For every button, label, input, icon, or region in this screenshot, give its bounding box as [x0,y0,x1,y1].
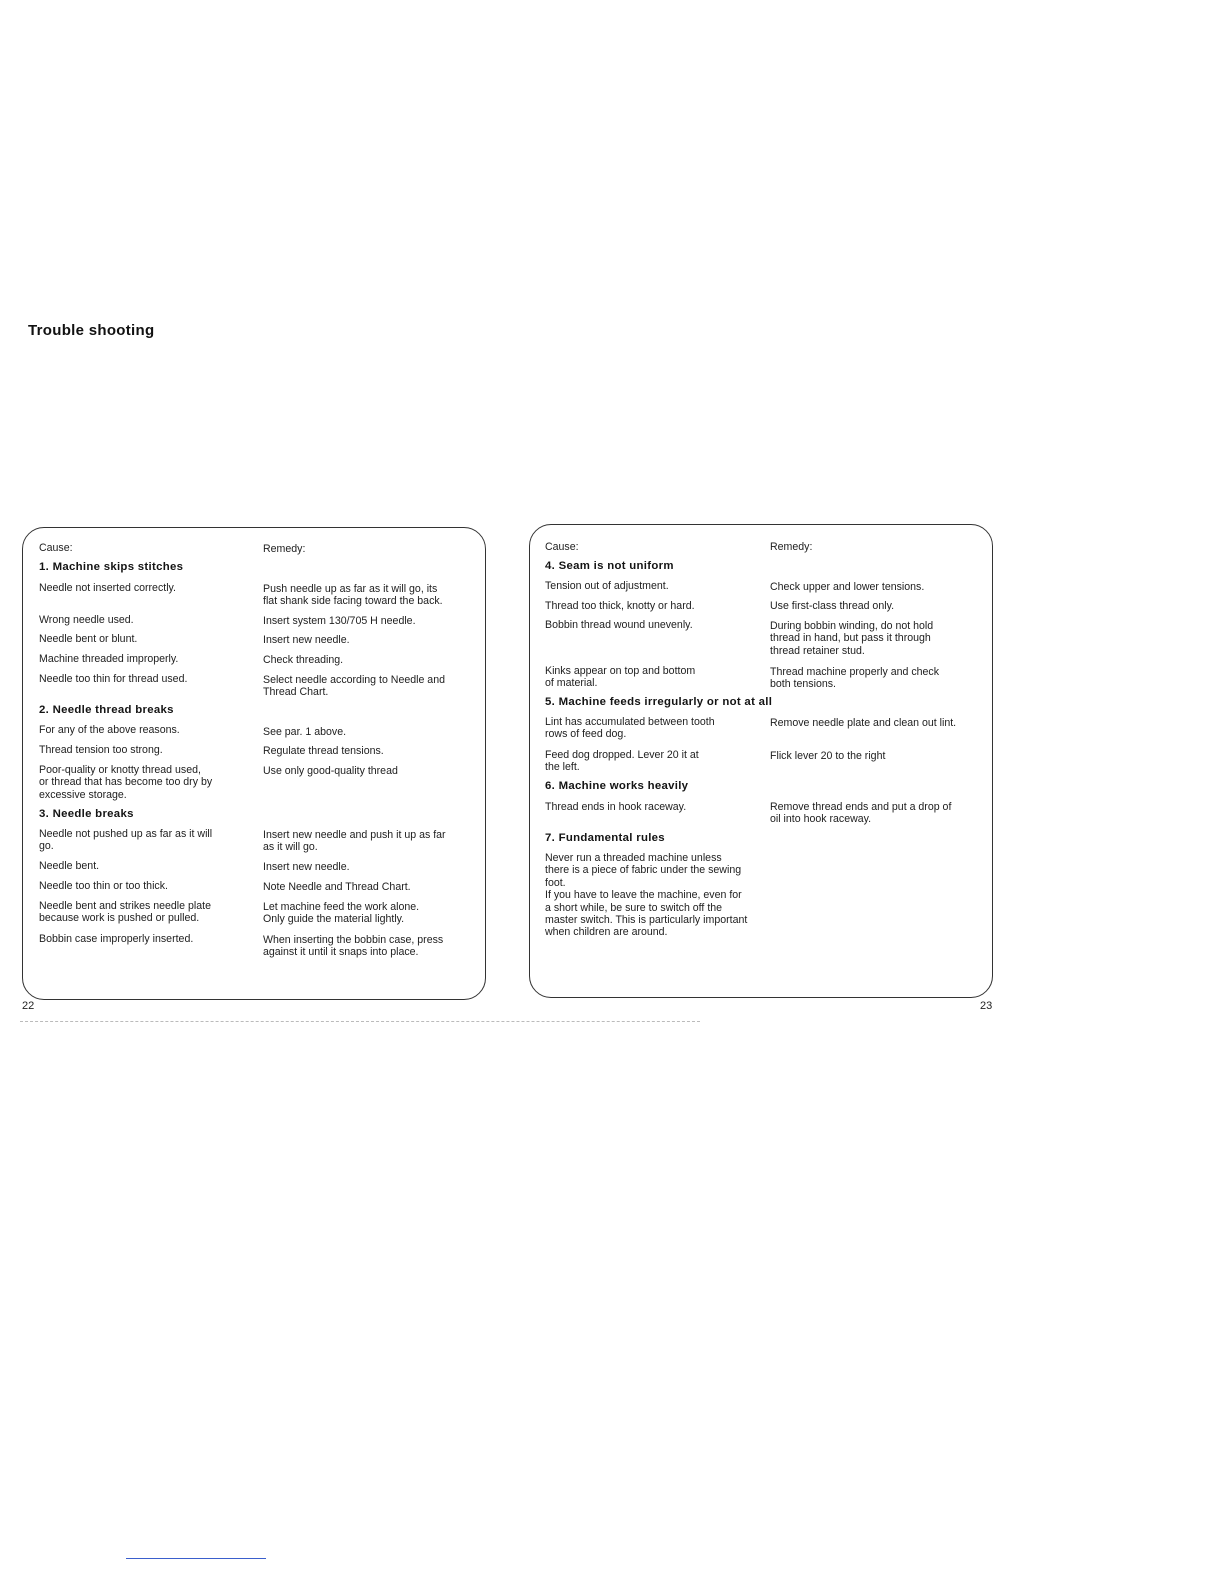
cause-header: Cause: [39,542,73,554]
remedy-text: Check upper and lower tensions. [770,581,925,593]
remedy-text: During bobbin winding, do not hold thread in hand, but pass it through thread retainer stud. [770,620,934,657]
page-number-left: 22 [22,1000,35,1012]
footer-rule [126,1558,266,1559]
cause-text: Thread ends in hook raceway. [545,801,687,813]
section-title: 6. Machine works heavily [545,780,689,792]
cause-text: Machine threaded improperly. [39,653,179,665]
remedy-text: Check threading. [263,654,344,666]
cause-text: Needle not inserted correctly. [39,582,176,594]
remedy-text: See par. 1 above. [263,726,347,738]
cause-text: Needle too thin for thread used. [39,673,188,685]
remedy-text: Insert new needle and push it up as far as it will go. [263,829,446,854]
section-title: 1. Machine skips stitches [39,561,184,573]
cause-text: Needle too thin or too thick. [39,880,168,892]
cause-text: Kinks appear on top and bottom of material. [545,665,696,690]
cause-text: Tension out of adjustment. [545,580,669,592]
remedy-text: Let machine feed the work alone. Only guide the material lightly. [263,901,420,926]
cause-text: Needle bent or blunt. [39,633,138,645]
remedy-text: Push needle up as far as it will go, its flat shank side facing toward the back. [263,583,443,608]
page-number-right: 23 [980,1000,993,1012]
cause-text: Bobbin case improperly inserted. [39,933,194,945]
cause-text: Lint has accumulated between tooth rows of feed dog. [545,716,715,741]
remedy-text: Note Needle and Thread Chart. [263,881,411,893]
remedy-text: Use first-class thread only. [770,600,895,612]
cause-text: Bobbin thread wound unevenly. [545,619,693,631]
remedy-text: When inserting the bobbin case, press against it until it snaps into place. [263,934,444,959]
remedy-text: Insert new needle. [263,634,350,646]
section-title: 4. Seam is not uniform [545,560,674,572]
section-title: 2. Needle thread breaks [39,704,174,716]
section-title: 7. Fundamental rules [545,832,665,844]
cause-text: Poor-quality or knotty thread used, or thread that has become too dry by excessive storage. [39,764,213,801]
section-title: 5. Machine feeds irregularly or not at all [545,696,773,708]
cause-text: Needle bent and strikes needle plate because work is pushed or pulled. [39,900,211,925]
remedy-header: Remedy: [263,543,306,555]
section-title: 3. Needle breaks [39,808,134,820]
cause-text: Needle bent. [39,860,100,872]
page-heading: Trouble shooting [28,322,155,339]
remedy-text: Remove needle plate and clean out lint. [770,717,957,729]
cause-text: Feed dog dropped. Lever 20 it at the left. [545,749,699,774]
cause-text: Thread too thick, knotty or hard. [545,600,695,612]
cause-text: For any of the above reasons. [39,724,180,736]
cause-text: Thread tension too strong. [39,744,163,756]
remedy-text: Remove thread ends and put a drop of oil into hook raceway. [770,801,952,826]
remedy-header: Remedy: [770,541,813,553]
cause-text: Needle not pushed up as far as it will go. [39,828,213,853]
remedy-text: Flick lever 20 to the right [770,750,886,762]
remedy-text: Use only good-quality thread [263,765,398,777]
remedy-text: Insert system 130/705 H needle. [263,615,416,627]
cause-header: Cause: [545,541,579,553]
cause-text: Wrong needle used. [39,614,134,626]
remedy-text: Regulate thread tensions. [263,745,384,757]
rules-text: Never run a threaded machine unless there is a piece of fabric under the sewing foot. If you have to leave the machine, even for a short while, be sure to switch off the master switch. This is particularly important when children are around. [545,852,748,939]
remedy-text: Thread machine properly and check both tensions. [770,666,940,691]
remedy-text: Select needle according to Needle and Thread Chart. [263,674,445,699]
scan-artifact-line [20,1021,700,1022]
remedy-text: Insert new needle. [263,861,350,873]
